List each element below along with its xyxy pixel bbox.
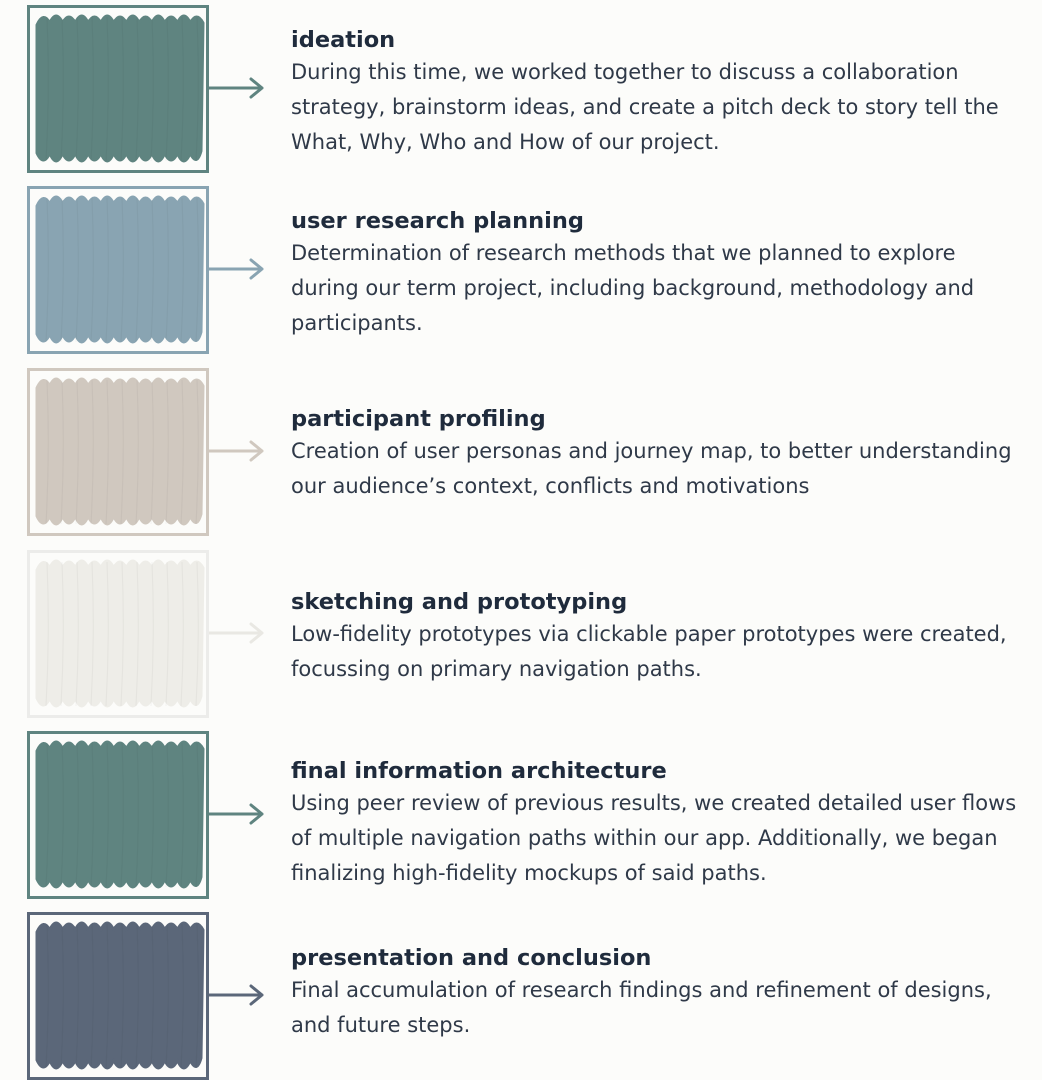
- scribble-fill: [33, 11, 203, 167]
- step-description: During this time, we worked together to discuss a collaboration strategy, brainstorm ideas, and create a pitch deck to story tell the What, Why, Who and How of our project.: [291, 60, 999, 154]
- step-text: [291, 206, 1026, 341]
- step-description: Using peer review of previous results, we created detailed user flows of multiple navigation paths within our app. Additionally, we began finalizing high-fidelity mockups of said paths.: [291, 791, 1017, 885]
- swatch-sketching-and-prototyping: [27, 550, 209, 718]
- step-text: [291, 587, 1026, 687]
- step-title: final information architecture: [291, 758, 667, 784]
- scribble-fill: [33, 192, 203, 348]
- arrow-right-icon: [209, 621, 267, 645]
- step-title: participant profiling: [291, 406, 546, 432]
- swatch-final-information-architecture: [27, 731, 209, 899]
- step-text: [291, 756, 1026, 891]
- step-title: ideation: [291, 27, 396, 53]
- step-title: presentation and conclusion: [291, 945, 652, 971]
- arrow-right-icon: [209, 76, 267, 100]
- step-text: [291, 943, 1026, 1043]
- scribble-fill: [33, 374, 203, 530]
- swatch-user-research-planning: [27, 186, 209, 354]
- swatch-ideation: [27, 5, 209, 173]
- arrow-right-icon: [209, 439, 267, 463]
- arrow-right-icon: [209, 802, 267, 826]
- swatch-participant-profiling: [27, 368, 209, 536]
- scribble-fill: [33, 556, 203, 712]
- step-description: Low-fidelity prototypes via clickable paper prototypes were created, focussing on primary navigation paths.: [291, 622, 1007, 681]
- arrow-right-icon: [209, 983, 267, 1007]
- step-text: [291, 404, 1026, 504]
- step-description: Creation of user personas and journey map, to better understanding our audience’s context, conflicts and motivations: [291, 439, 1012, 498]
- step-text: [291, 25, 1026, 160]
- step-title: user research planning: [291, 208, 584, 234]
- swatch-presentation-and-conclusion: [27, 912, 209, 1080]
- step-description: Final accumulation of research findings and refinement of designs, and future steps.: [291, 978, 992, 1037]
- arrow-right-icon: [209, 257, 267, 281]
- step-title: sketching and prototyping: [291, 589, 628, 615]
- scribble-fill: [33, 918, 203, 1074]
- scribble-fill: [33, 737, 203, 893]
- step-description: Determination of research methods that we planned to explore during our term project, including background, methodology and participants.: [291, 241, 975, 335]
